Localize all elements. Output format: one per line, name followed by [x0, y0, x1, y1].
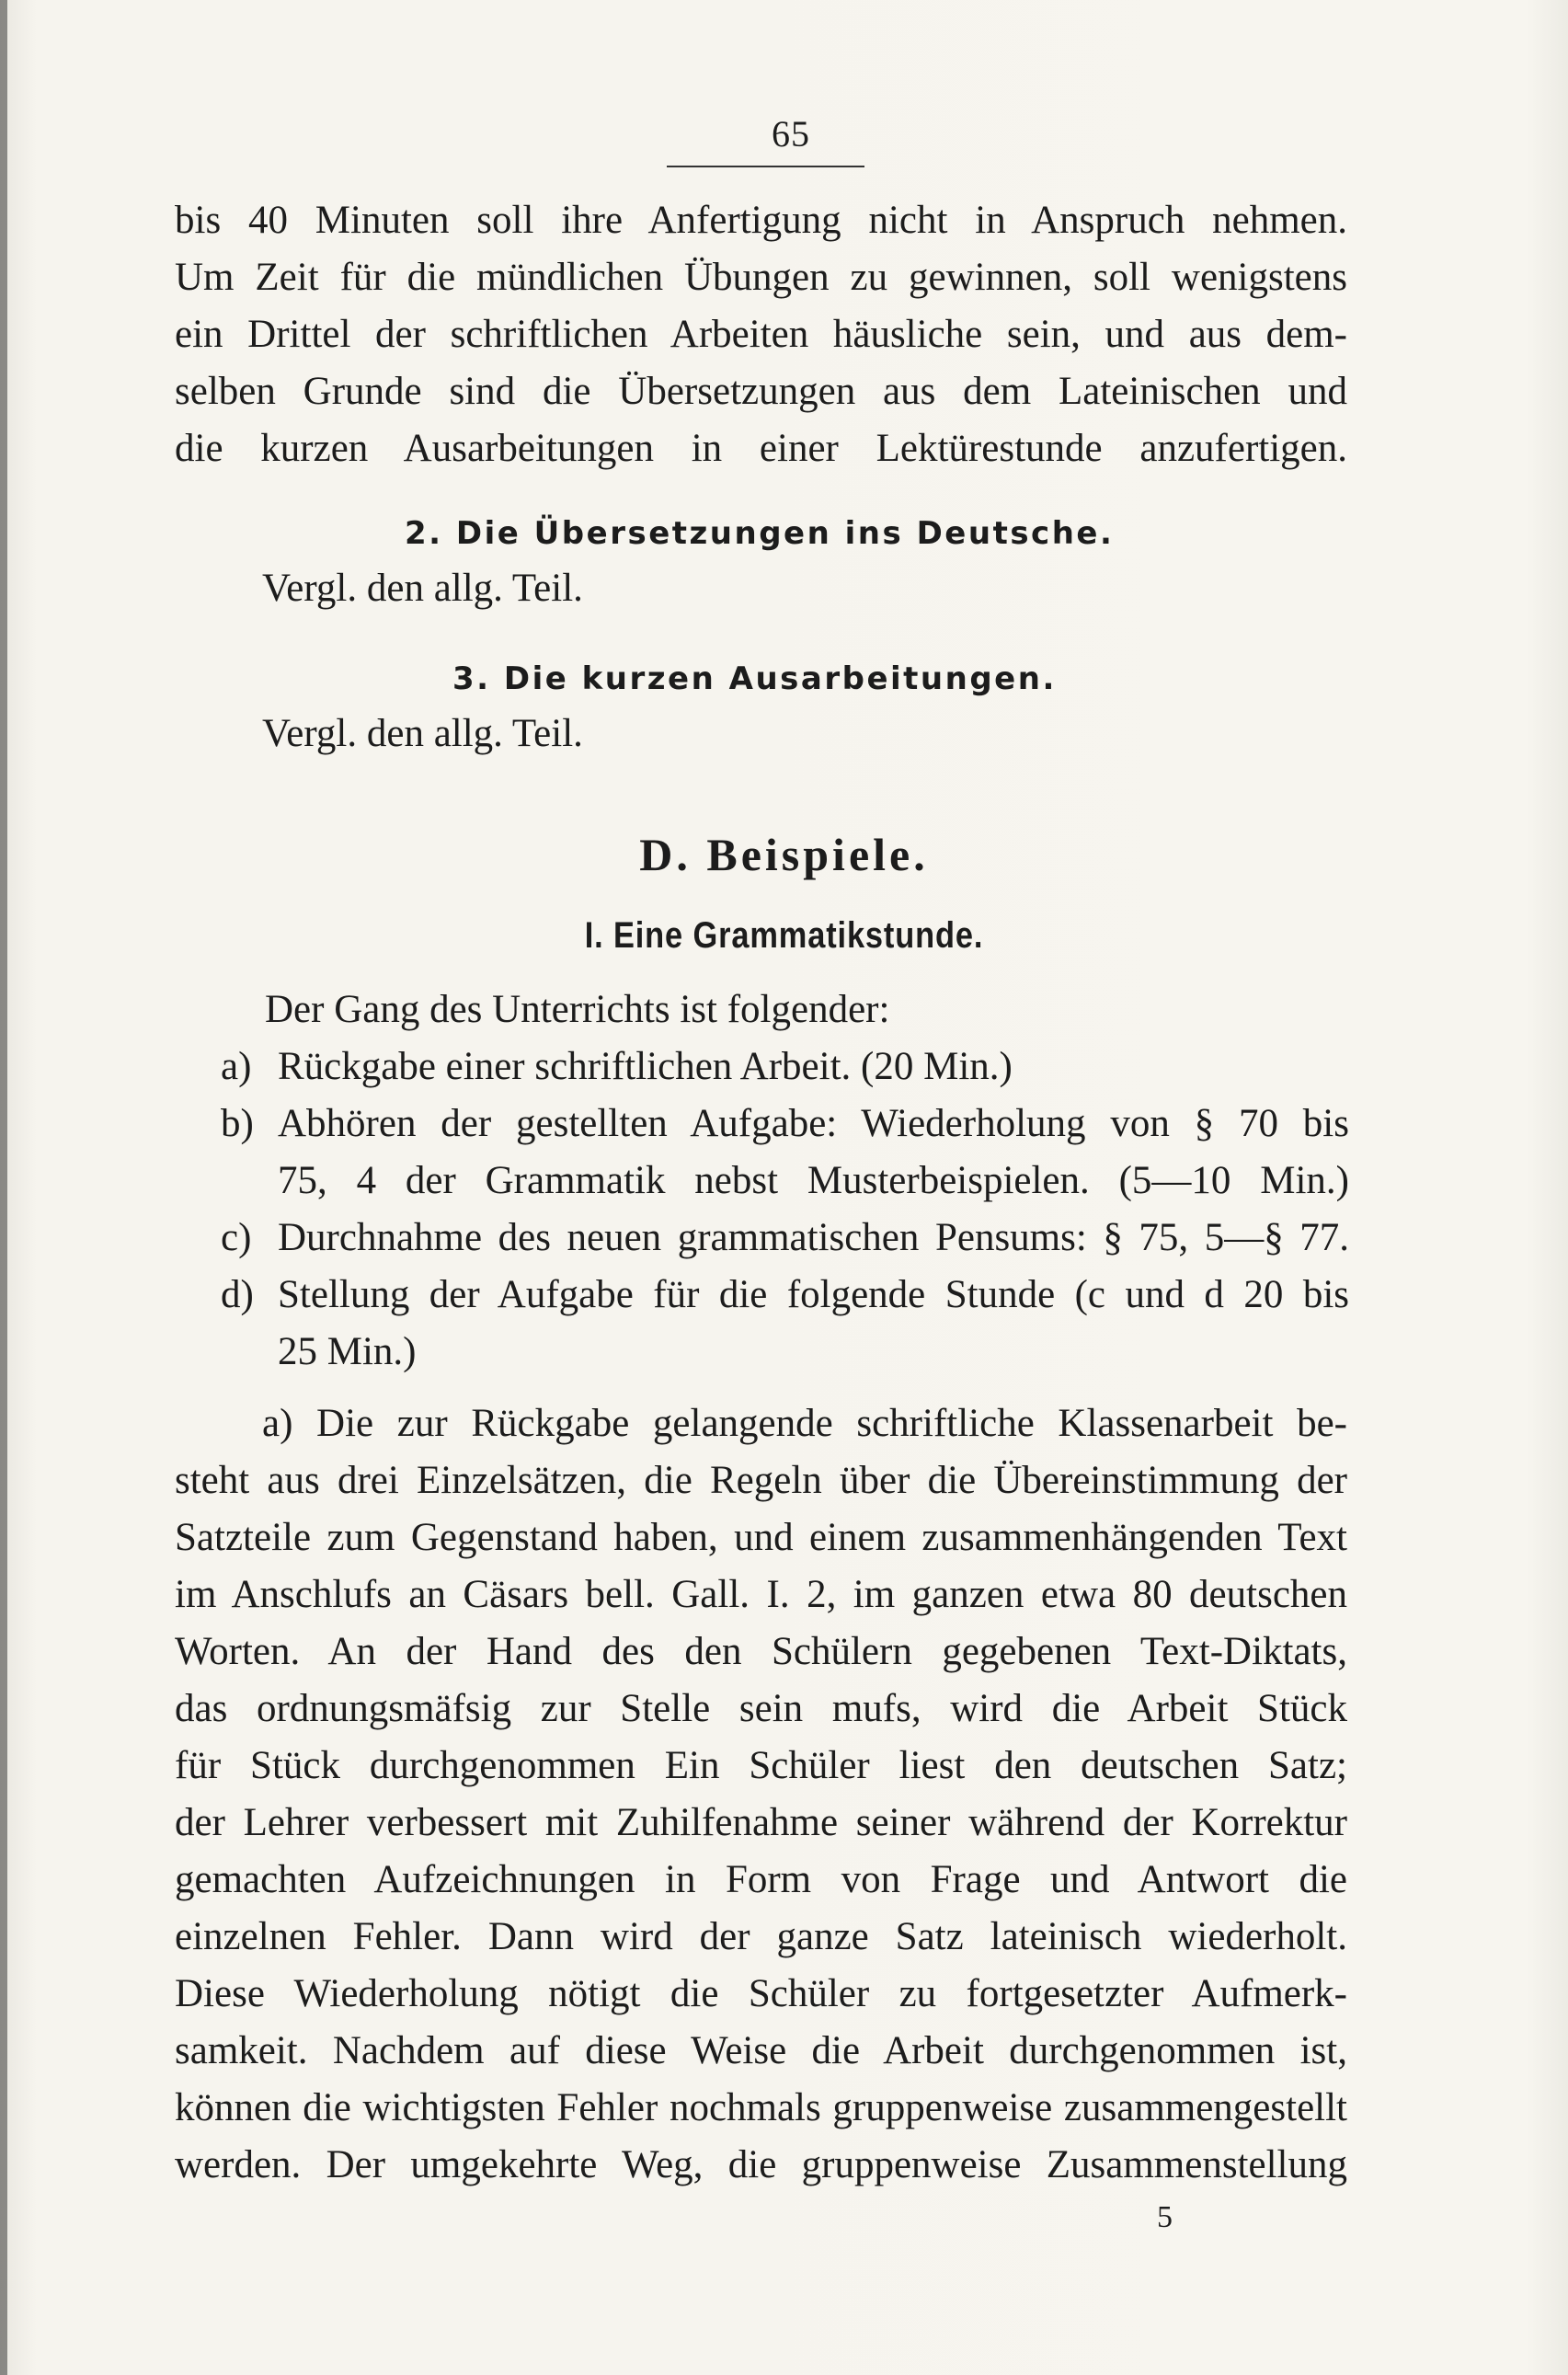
page-binding-edge — [0, 0, 7, 2375]
part-i-heading: I. Eine Grammatikstunde. — [584, 915, 984, 956]
section-2-text: Vergl. den allg. Teil. — [262, 567, 583, 610]
body-line-5: Worten. An der Hand des den Schülern gegebenen Text-Diktats, — [175, 1630, 1347, 1673]
body-line-8: der Lehrer verbessert mit Zuhilfenahme seiner während der Korrektur — [175, 1801, 1347, 1844]
intro-line-2: Um Zeit für die mündlichen Übungen zu gewinnen, soll wenigstens — [175, 256, 1347, 299]
step-d-label: d) — [221, 1273, 254, 1316]
intro-line-5: die kurzen Ausarbeitungen in einer Lektürestunde anzufertigen. — [175, 427, 1347, 470]
body-line-14: werden. Der umgekehrte Weg, die gruppenweise Zusammenstellung — [175, 2143, 1347, 2186]
step-c-text: Durchnahme des neuen grammatischen Pensums: § 75, 5—§ 77. — [278, 1216, 1349, 1259]
part-d-heading: D. Beispiele. — [639, 829, 929, 880]
body-line-4: im Anschlufs an Cäsars bell. Gall. I. 2, im ganzen etwa 80 deutschen — [175, 1573, 1347, 1616]
step-a-text: Rückgabe einer schriftlichen Arbeit. (20 Min.) — [278, 1045, 1013, 1088]
body-line-10: einzelnen Fehler. Dann wird der ganze Satz lateinisch wiederholt. — [175, 1915, 1347, 1958]
page-number: 65 — [772, 113, 810, 155]
body-line-11: Diese Wiederholung nötigt die Schüler zu fortgesetzter Aufmerk- — [175, 1972, 1347, 2015]
body-line-1: a) Die zur Rückgabe gelangende schriftliche Klassenarbeit be- — [262, 1402, 1347, 1445]
signature-mark: 5 — [1157, 2200, 1173, 2234]
step-d-text-2: 25 Min.) — [278, 1330, 417, 1373]
step-b-label: b) — [221, 1102, 254, 1145]
step-c-label: c) — [221, 1216, 252, 1259]
intro-line-1: bis 40 Minuten soll ihre Anfertigung nicht in Anspruch nehmen. — [175, 199, 1347, 242]
body-line-12: samkeit. Nachdem auf diese Weise die Arbeit durchgenommen ist, — [175, 2029, 1347, 2072]
header-rule — [667, 166, 864, 167]
intro-line-4: selben Grunde sind die Übersetzungen aus dem Lateinischen und — [175, 370, 1347, 413]
section-2-heading: 2. Die Übersetzungen ins Deutsche. — [405, 515, 1115, 552]
step-b-text-1: Abhören der gestellten Aufgabe: Wiederholung von § 70 bis — [278, 1102, 1349, 1145]
body-line-13: können die wichtigsten Fehler nochmals gruppenweise zusammengestellt — [175, 2086, 1347, 2129]
step-d-text-1: Stellung der Aufgabe für die folgende Stunde (c und d 20 bis — [278, 1273, 1349, 1316]
step-b-text-2: 75, 4 der Grammatik nebst Musterbeispielen. (5—10 Min.) — [278, 1159, 1349, 1202]
body-line-7: für Stück durchgenommen Ein Schüler liest den deutschen Satz; — [175, 1744, 1347, 1787]
body-line-2: steht aus drei Einzelsätzen, die Regeln über die Übereinstimmung der — [175, 1459, 1347, 1502]
step-a-label: a) — [221, 1045, 252, 1088]
body-line-9: gemachten Aufzeichnungen in Form von Frage und Antwort die — [175, 1858, 1347, 1901]
part-i-intro: Der Gang des Unterrichts ist folgender: — [265, 988, 890, 1031]
intro-line-3: ein Drittel der schriftlichen Arbeiten häusliche sein, und aus dem- — [175, 313, 1347, 356]
body-line-3: Satzteile zum Gegenstand haben, und einem zusammenhängenden Text — [175, 1516, 1347, 1559]
section-3-heading: 3. Die kurzen Ausarbeitungen. — [452, 660, 1057, 697]
section-3-text: Vergl. den allg. Teil. — [262, 712, 583, 755]
body-line-6: das ordnungsmäfsig zur Stelle sein mufs, wird die Arbeit Stück — [175, 1687, 1347, 1730]
